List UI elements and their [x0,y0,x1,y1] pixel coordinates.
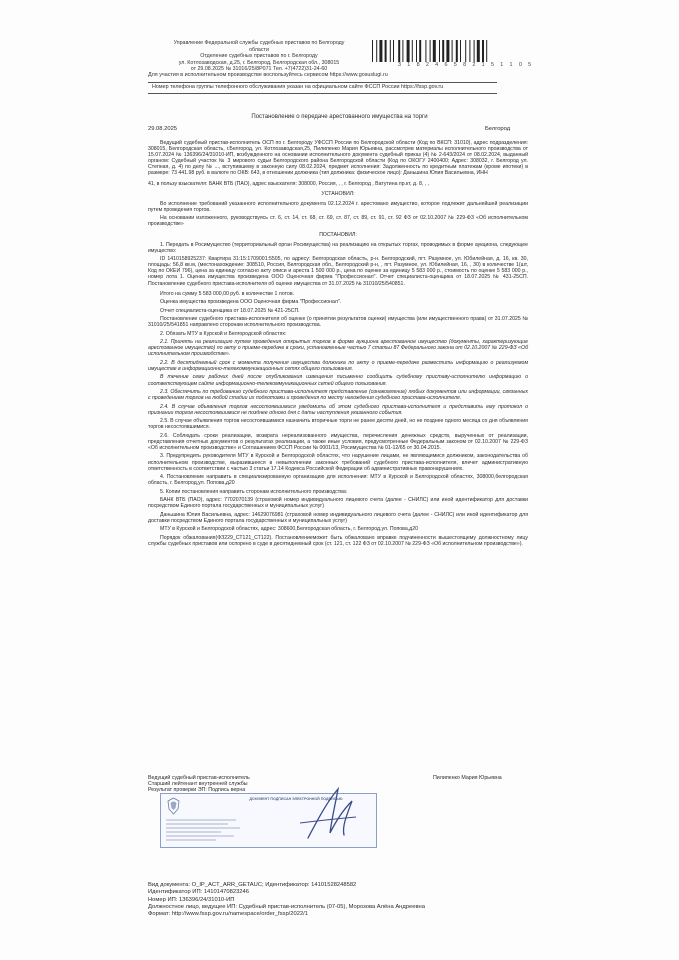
issuer-line: области [249,46,269,53]
paragraph: Отчет специалиста-оценщика от 18.07.2025 № 421-25СП. [160,307,300,314]
section-heading: ПОСТАНОВИЛ: [319,231,357,238]
paragraph: 1. Передать в Росимущество (территориальный орган Росимущества) на реализацию на открытых торгах, проводимых в форме аукциона, следующее имущество: [148,241,528,254]
signer-rank: Старший лейтенант внутренней службы [148,781,248,787]
paragraph: МТУ в Курской и Белгородской областях, адрес: 308600,Белгородская область, г. Белгород,ул. Попова,д20 [160,526,418,533]
gosuslugi-notice: Для участия в исполнительном производстве воспользуйтесь сервисом https://www.gosuslugi.ru [148,72,388,78]
paragraph: 2.1. Принять на реализацию путем проведения открытых торгов в форме аукциона арестованное имущество (документы, характеризующие арестованное имущество) по акту о приеме-передаче в сроки, установленные частью 7 статьи 87 Федерального закона от 02.10.2007 № 229-ФЗ «Об исполнительном производстве». [148,339,528,358]
issuer-line: от 29.08.2025 № 31016/25/8P071 Тел. +7(4722)31-24-60 [190,66,328,73]
document-date: 29.08.2025 [148,126,178,132]
paragraph: 2.6. Соблюдать сроки реализации, возврата нереализованного имущества, перечисления денежных средств, вырученных от реализации, представления отчетных документов о результатах реализации, а также иные условия, предусмотренные Федеральным законом от 02.10.2007 № 229-ФЗ «Об исполнительном производстве» и Соглашением ФССП России № 0001/13, Росимущества № 01-12/65 от 30.04.2015. [148,432,528,451]
paragraph: 2.5. В случае объявления торгов несостоявшимися назначить вторичные торги не ранее десяти дней, но не позднее одного месяца со дня объявления торгов несостоявшимися. [148,418,528,431]
signer-position: Ведущий судебный пристав-исполнитель [148,775,250,781]
phone-notice: Номер телефона группы телефонного обслуживания указан на официальном сайте ФССП России https://fssp.gov.ru [152,84,444,90]
paragraph: 41, в пользу взыскателя: БАНК ВТБ (ПАО), адрес взыскателя: 308000, Россия, , , г. Белгород , Ватутина пр.кт, д. 8, , , [148,180,430,187]
paragraph: 2.2. В десятидневный срок с момента получения имущества должника по акту о приеме-передаче разместить информацию о реализуемом имуществе в информационно-телекоммуникационных сетях общего пользования. [148,359,528,372]
document-barcode [372,40,522,62]
paragraph: 4. Постановление направить в специализированную организацию для исполнения: МТУ в Курской и Белгородской областях, 308000,белгородская область, г. Белгород,ул. Попова,д20 [148,474,528,487]
issuer-header [148,40,370,73]
barcode-number: 3 1 8 2 4 6 5 8 2 1 5 1 1 0 5 [398,62,534,68]
stamp-text [166,818,246,846]
section-heading: УСТАНОВИЛ: [321,190,355,197]
paragraph: Оценка имущества произведена ООО Оценочная фирма "Профессионал". [160,299,342,306]
paragraph: Итого на сумму 5 583 000,00 руб. в количестве 1 лотов. [160,290,295,297]
paragraph: 2. Обязать МТУ в Курской и Белгородской областях: [160,330,287,337]
document-city: Белгород [485,126,511,132]
paragraph: 5. Копии постановления направить сторонам исполнительного производства: [160,488,348,495]
footer-line: Идентификатор ИП: 14101470823246 [148,889,249,896]
footer-line: Вид документа: O_IP_ACT_ARR_GETAUC; Идентификатор: 14101528248582 [148,882,357,888]
paragraph: 2.4. В случае объявления торгов несостоявшимися уведомить об этом судебного пристава-исполнителя и представить ему протокол о признании торгов несостоявшимися не позднее одного дня с даты наступления указанного события. [148,403,528,416]
paragraph: Постановление судебного пристава-исполнителя об оценке (о принятии результатов оценки) имущества (или имущественного права) от 31.07.2025 № 31010/25/541851 направлено сторонам исполнительного производства. [148,316,528,329]
issuer-line: ул. Котлозаводская, д.25, г. Белгород, Белгородская обл., 308015 [178,59,340,66]
document-title: Постановление о передаче арестованного имущества на торги [251,114,428,120]
divider [148,93,497,94]
coat-of-arms-icon [166,797,181,815]
paragraph: 3. Предупредить руководителя МТУ в Курской и Белгородской областях, что нарушение лицами, не являющимися должником, законодательства об исполнительном производстве, выразившееся в невыполнении законных требований судебного пристава-исполнителя, влечет административную ответственность в соответствии с частью 3 статьи 17.14 Кодекса Российской Федерации об административных правонарушениях. [148,453,528,472]
paragraph: Ведущий судебный пристав-исполнитель ОСП по г. Белгороду УФССП России по Белгородской области (Код по ВКСП: 31010), адрес подразделения: 308015, Белгородская область, г.Белгород, ул. Котлозаводская,25, Пилипенко Мария Юрьевна, рассмотрев материалы исполнительного производства от 15.07.2024 № 136396/24/31010-ИП, возбужденного на основании исполнительного документа судебный приказ (4) № 2-643/2024 от 08.02.2024, выданный органом: Судебный участок № 3 мирового судьи Белгородского района Белгородской области (Код по ОКОГУ 2400400; Адрес: 308032, г. Белгород ул. Степная, д. 4) по делу № ..., вступившему в законную силу 08.02.2024, предмет исполнения: Задолженность по кредитным платежам (кроме ипотеки) в размере: 73 441.98 руб. в валюте по ОКВ: 643, в отношении должника (тип должника: физическое лицо): Даньшина Юлия Васильевна, ИНН [148,140,528,177]
stamp-heading: ДОКУМЕНТ ПОДПИСАН ЭЛЕКТРОННОЙ ПОДПИСЬЮ [249,797,343,801]
issuer-line: Управление Федеральной службы судебных приставов по Белгороду [173,40,345,46]
handwritten-signature [286,783,364,843]
paragraph: Даньшина Юлия Васильевна, адрес: 14629076981 (страховой номер индивидуального лицевого счета (далее - СНИЛС) или иной идентификатор для доставки посредством Единого портала государственных и муниципальных услуг) [148,511,528,524]
paragraph: На основании изложенного, руководствуясь ст. 6, ст. 14, ст. 68, ст. 69, ст. 87, ст. 89, ст. 91, ст. 92 ФЗ от 02.10.2007 № 229-ФЗ «Об исполнительном производстве» [148,215,528,228]
paragraph: Во исполнение требований указанного исполнительного документа 02.12.2024 г. арестовано имущество, которое подлежит дальнейшей реализации путем проведения торгов. [148,200,528,213]
footer-line: Формат: http://www.fssp.gov.ru/namespace/order_fssp/2022/1 [148,911,309,918]
document-body [148,140,528,549]
document-footer [148,882,528,918]
paragraph: 2.3. Обеспечить по требованию судебного пристава-исполнителя представление (ознакомление) любых документов или информации, связанных с проведением торгов на любой стадии их подготовки и проведения по месту нахождения судебного пристава-исполнителя. [148,389,528,402]
signer-name: Пилипенко Мария Юрьевна [433,775,502,781]
issuer-line: Отделение судебных приставов по г. Белгороду [200,53,318,60]
paragraph: ID 1410158925237: Квартира 31:15:1709001:5505, по адресу: Белгородская область, р-н. Белгородский, пгт. Разумное, ул. Юбилейная, д. 16, кв. 30, площадь: 56,8 кв.м, (местонахождение: 308510, Россия, Белгородская обл., Белгородский р-н, , пгт. Разумное, ул. Юбилейная, 16, , 30) в количестве 1(шт, Код по ОКЕИ 796), цена за единицу согласно акту описи и ареста 1 500 000 р., цена по оценке за единицу 5 583 000 р., стоимость по оценке 5 583 000 р., номер лота 1. Оценка имущества произведена ООО Оценочная фирма "Профессионал". Отчет специалиста-оценщика от 18.07.2025 № 431-25СП. Постановление судебного пристава-исполнителя об оценке имущества от 31.07.2025 № 31010/25/540851. [148,256,528,287]
footer-line: Должностное лицо, ведущее ИП: Судебный пристав-исполнитель (07-05), Морозова Алёна Андреевна [148,903,425,910]
paragraph: В течение семи рабочих дней после опубликования извещения письменно сообщить судебному приставу-исполнителю информацию о соответствующем сайте информационно-телекоммуникационных сетей общего пользования. [148,374,528,387]
paragraph: БАНК ВТБ (ПАО), адрес: 7702070139 (страховой номер индивидуального лицевого счета (далее - СНИЛС) или иной идентификатор для доставки посредством Единого портала государственных и муниципальных услуг) [148,497,528,510]
footer-line: Номер ИП: 136396/24/31010-ИП [148,896,235,903]
signature-check-result: Результат проверки ЭП: Подпись верна [148,787,246,793]
divider [148,82,497,83]
paragraph: Порядок обжалования(ФЗ229_СТ121_СТ122). Постановлениеможет быть обжаловано вправке подчиненности вышестоящему должностному лицу службы судебных приставов или оспорено в суде в десятидневный срок (ст. 121, ст. 122 ФЗ от 02.10.2007 № 229-ФЗ «Об исполнительном производстве»). [148,534,528,547]
